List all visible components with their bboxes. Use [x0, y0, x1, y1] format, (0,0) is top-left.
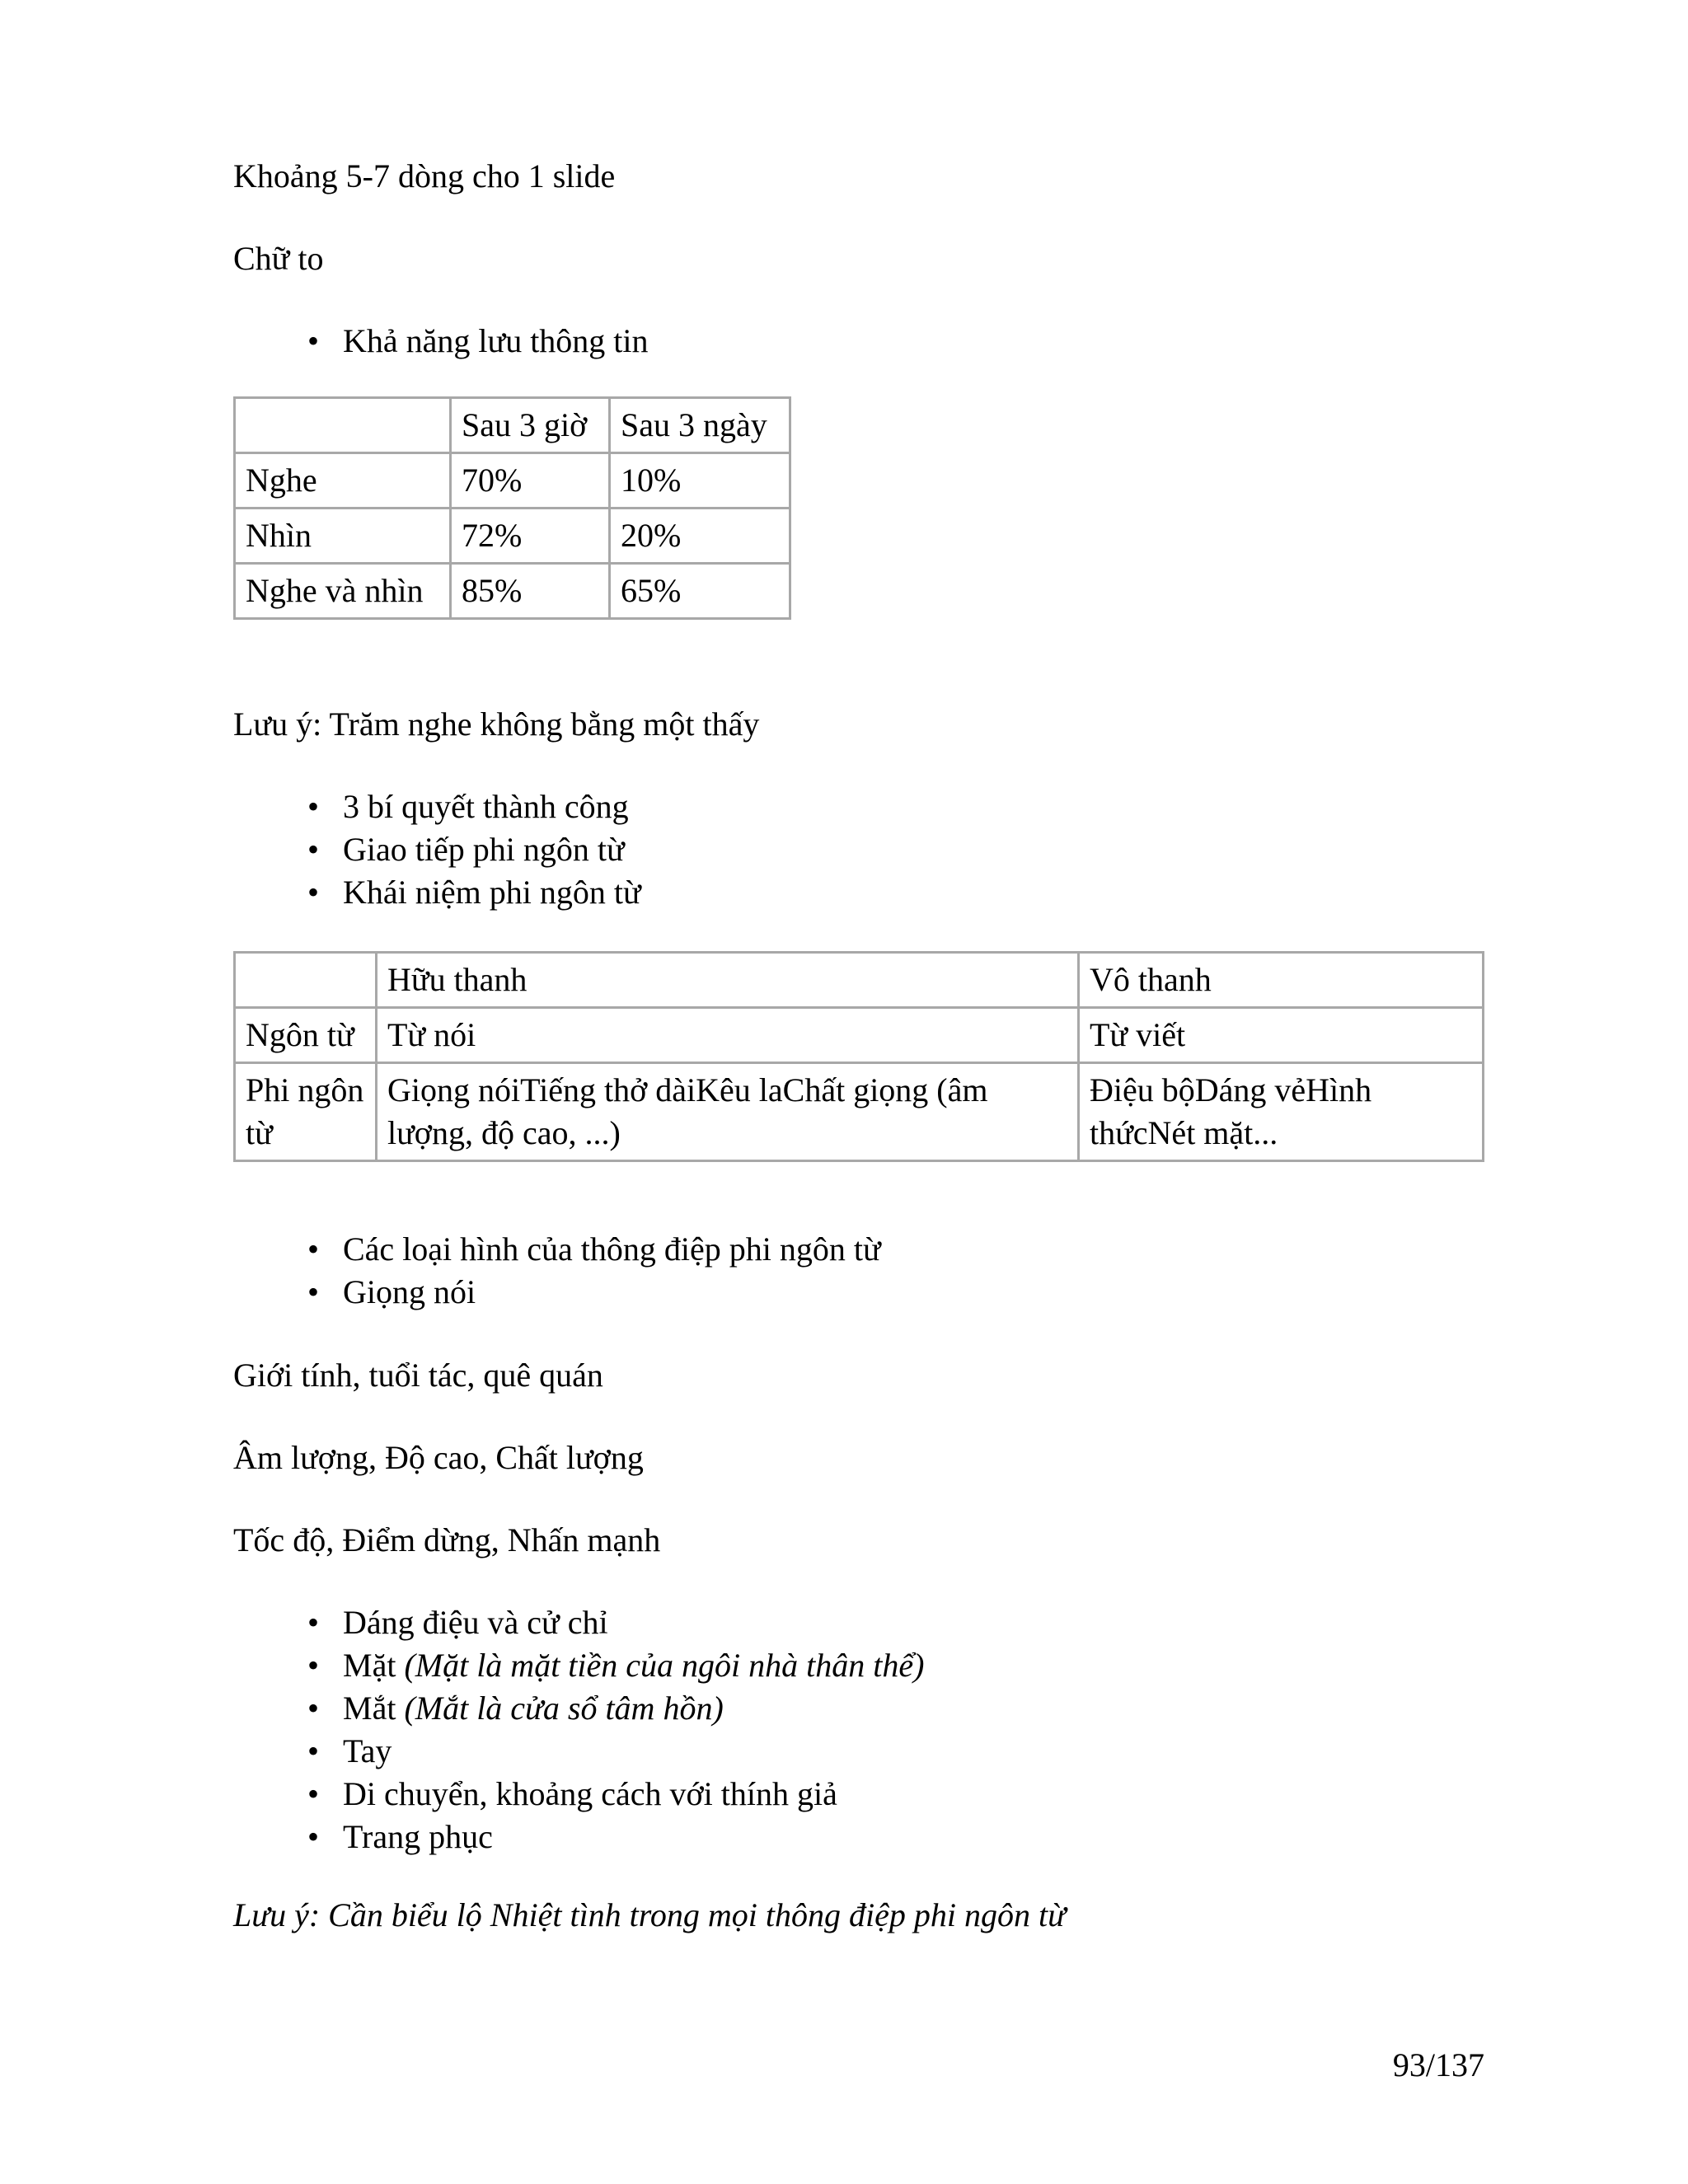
table-cell: 10% — [610, 453, 790, 509]
table-cell: 65% — [610, 564, 790, 619]
table-cell: 20% — [610, 509, 790, 564]
table-header-cell — [235, 398, 451, 453]
page-number: 93/137 — [1392, 2046, 1484, 2083]
list-item — [233, 1601, 924, 1644]
table-cell: 85% — [451, 564, 610, 619]
paragraph-note-enthusiasm: Lưu ý: Cần biểu lộ Nhiệt tình trong mọi thông điệp phi ngôn từ — [233, 1896, 1066, 1933]
list-item-text: Mặt — [343, 1647, 405, 1684]
paragraph-volume-pitch: Âm lượng, Độ cao, Chất lượng — [233, 1439, 644, 1476]
table-row — [235, 1063, 1484, 1161]
list-item-text: Dáng điệu và cử chỉ — [343, 1604, 608, 1641]
table-row — [235, 1008, 1484, 1063]
bullet-list-nonverbal-types — [233, 1228, 881, 1314]
list-item — [233, 1687, 924, 1730]
table-row — [235, 453, 790, 509]
table-cell: Nhìn — [235, 509, 451, 564]
table-row — [235, 564, 790, 619]
table-cell: Từ viết — [1079, 1008, 1484, 1063]
table-cell: 72% — [451, 509, 610, 564]
table-row — [235, 509, 790, 564]
list-item: • Khả năng lưu thông tin — [233, 320, 649, 363]
list-item — [233, 1644, 924, 1687]
table-cell: Ngôn từ — [235, 1008, 377, 1063]
list-item — [233, 1816, 924, 1858]
list-item — [233, 1773, 924, 1816]
table-cell: Phi ngôn từ — [235, 1063, 377, 1161]
retention-table — [233, 396, 791, 620]
bullet-list-retention — [233, 320, 649, 363]
list-item-note: (Mắt là cửa sổ tâm hồn) — [404, 1690, 724, 1727]
table-header-row — [235, 953, 1484, 1008]
paragraph-slide-lines: Khoảng 5-7 dòng cho 1 slide — [233, 157, 616, 194]
table-cell: 70% — [451, 453, 610, 509]
list-item: • Giao tiếp phi ngôn từ — [233, 828, 641, 871]
table-cell: Giọng nóiTiếng thở dàiKêu laChất giọng (âm lượng, độ cao, ...) — [377, 1063, 1079, 1161]
paragraph-note-seeing: Lưu ý: Trăm nghe không bằng một thấy — [233, 705, 760, 743]
list-item: • Khái niệm phi ngôn từ — [233, 871, 641, 914]
table-header-cell: Hữu thanh — [377, 953, 1079, 1008]
bullet-list-body-language — [233, 1601, 924, 1858]
communication-types-table — [233, 951, 1484, 1162]
table-header-cell — [235, 953, 377, 1008]
paragraph-speed-pause: Tốc độ, Điểm dừng, Nhấn mạnh — [233, 1521, 661, 1558]
list-item: • 3 bí quyết thành công — [233, 785, 641, 828]
list-item-text: Di chuyển, khoảng cách với thính giả — [343, 1775, 837, 1812]
bullet-list-secrets — [233, 785, 641, 914]
table-cell: Từ nói — [377, 1008, 1079, 1063]
table-header-cell: Sau 3 giờ — [451, 398, 610, 453]
table-cell: Nghe và nhìn — [235, 564, 451, 619]
table-cell: Điệu bộDáng vẻHình thứcNét mặt... — [1079, 1063, 1484, 1161]
list-item-text: Mắt — [343, 1690, 405, 1727]
paragraph-gender-age: Giới tính, tuổi tác, quê quán — [233, 1357, 603, 1394]
paragraph-large-text: Chữ to — [233, 240, 324, 277]
list-item-note: (Mặt là mặt tiền của ngôi nhà thân thể) — [404, 1647, 925, 1684]
list-item: • Giọng nói — [233, 1271, 881, 1314]
table-cell: Nghe — [235, 453, 451, 509]
list-item: • Các loại hình của thông điệp phi ngôn từ — [233, 1228, 881, 1271]
table-header-row — [235, 398, 790, 453]
list-item-text: Trang phục — [343, 1818, 493, 1855]
table-header-cell: Vô thanh — [1079, 953, 1484, 1008]
list-item-text: Tay — [343, 1732, 392, 1769]
list-item — [233, 1730, 924, 1773]
table-header-cell: Sau 3 ngày — [610, 398, 790, 453]
